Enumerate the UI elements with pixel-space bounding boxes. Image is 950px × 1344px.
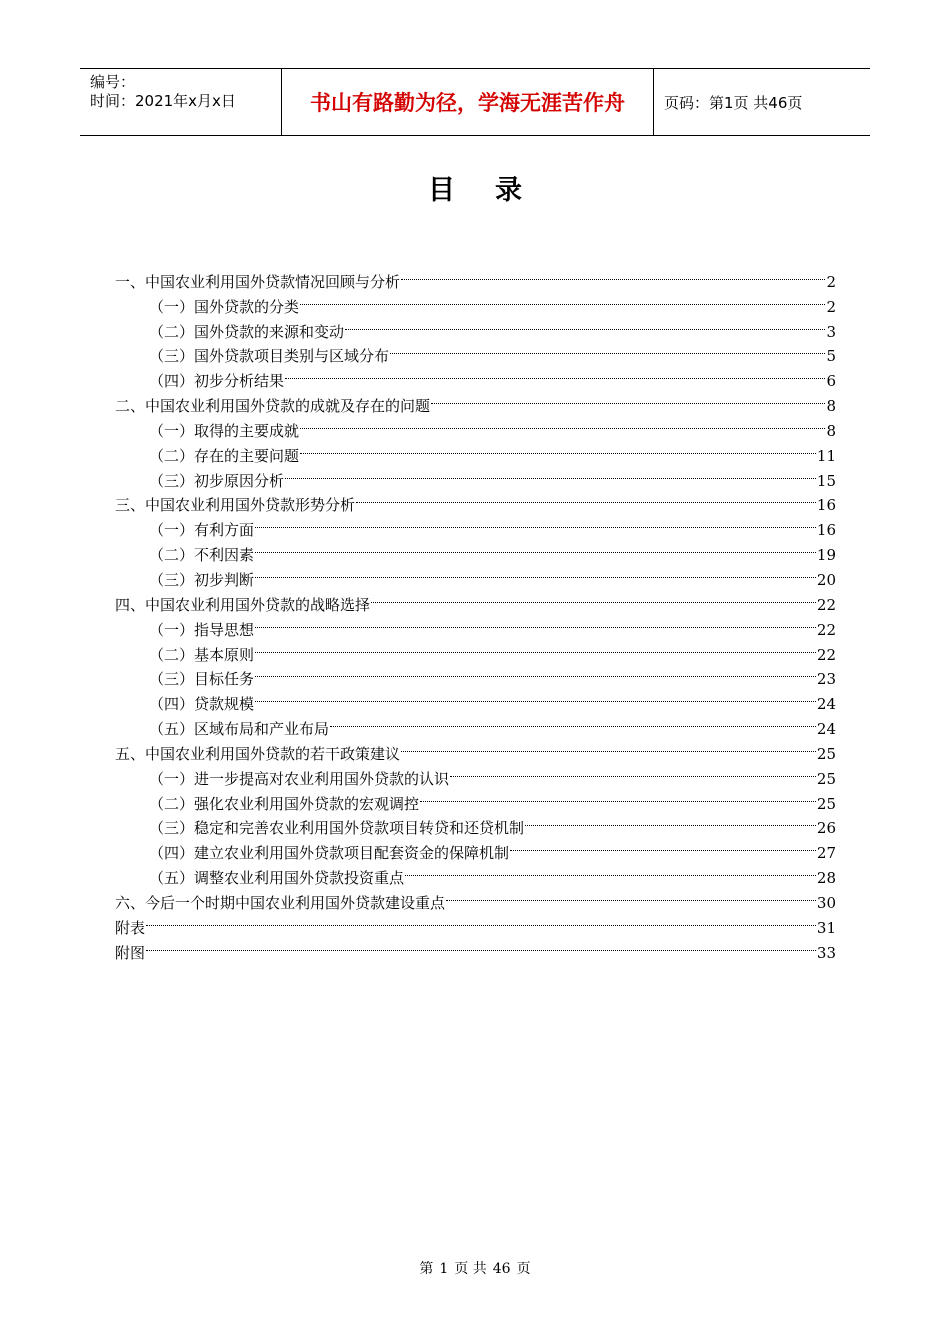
toc-dot-leader xyxy=(146,933,816,958)
toc-entry-label: （三）初步判断 xyxy=(149,570,255,589)
toc-entry-page: 22 xyxy=(816,595,836,614)
toc-entry-label: （三）稳定和完善农业利用国外贷款项目转贷和还贷机制 xyxy=(149,819,525,838)
toc-entry-label: （一）国外贷款的分类 xyxy=(149,297,300,316)
toc-dot-leader xyxy=(401,734,816,759)
toc-entry-label: 六、今后一个时期中国农业利用国外贷款建设重点 xyxy=(115,893,446,912)
toc-dot-leader xyxy=(300,287,825,312)
number-label: 编号： xyxy=(90,73,136,91)
toc-dot-leader xyxy=(525,809,816,834)
toc-entry-label: 四、中国农业利用国外贷款的战略选择 xyxy=(115,595,371,614)
header-motto: 书山有路勤为径，学海无涯苦作舟 xyxy=(281,69,654,135)
toc-entry-label: 一、中国农业利用国外贷款情况回顾与分析 xyxy=(115,272,401,291)
toc-entry-page: 5 xyxy=(826,347,836,366)
toc-entry-page: 8 xyxy=(826,421,836,440)
toc-entry-label: （二）基本原则 xyxy=(149,645,255,664)
toc-entry-label: （四）建立农业利用国外贷款项目配套资金的保障机制 xyxy=(149,844,510,863)
footer-page-number: 1 xyxy=(439,1261,449,1277)
toc-dot-leader xyxy=(255,660,816,685)
toc-entry-page: 19 xyxy=(816,546,836,565)
toc-entry-page: 16 xyxy=(816,496,836,515)
toc-entry-page: 23 xyxy=(816,670,836,689)
toc-dot-leader xyxy=(255,560,816,585)
toc-entry-label: （二）存在的主要问题 xyxy=(149,446,300,465)
footer-prefix: 第 xyxy=(419,1261,434,1277)
toc-entry-label: （二）强化农业利用国外贷款的宏观调控 xyxy=(149,794,420,813)
toc-dot-leader xyxy=(420,784,816,809)
toc-dot-leader xyxy=(371,585,816,610)
toc-dot-leader xyxy=(285,461,816,486)
toc-dot-leader xyxy=(405,858,816,883)
toc-entry[interactable] xyxy=(115,908,836,937)
page-footer xyxy=(0,1258,950,1278)
toc-entry-page: 24 xyxy=(816,695,836,714)
toc-entry-label: （一）指导思想 xyxy=(149,620,255,639)
page-title: 目录 xyxy=(428,175,562,206)
toc-dot-leader xyxy=(390,337,825,362)
toc-dot-leader xyxy=(255,510,816,535)
toc-entry-label: （二）国外贷款的来源和变动 xyxy=(149,322,345,341)
toc-entry-label: （四）初步分析结果 xyxy=(149,372,285,391)
toc-dot-leader xyxy=(255,684,816,709)
toc-entry-label: 附图 xyxy=(115,943,146,962)
toc-entry-label: （三）初步原因分析 xyxy=(149,471,285,490)
toc-entry-page: 15 xyxy=(816,471,836,490)
header-page-info: 页码：第1页 共46页 xyxy=(664,93,803,112)
toc-entry-label: （一）取得的主要成就 xyxy=(149,421,300,440)
toc-dot-leader xyxy=(255,535,816,560)
toc-entry-page: 22 xyxy=(816,645,836,664)
toc-entry-page: 26 xyxy=(816,819,836,838)
document-header xyxy=(80,68,870,136)
toc-dot-leader xyxy=(300,436,816,461)
toc-entry-label: 二、中国农业利用国外贷款的成就及存在的问题 xyxy=(115,397,431,416)
toc-entry-page: 8 xyxy=(826,397,836,416)
toc-entry-page: 33 xyxy=(816,943,836,962)
toc-dot-leader xyxy=(255,635,816,660)
toc-entry-page: 24 xyxy=(816,720,836,739)
toc-entry[interactable] xyxy=(115,933,836,962)
toc-dot-leader xyxy=(446,883,816,908)
toc-entry-page: 31 xyxy=(816,918,836,937)
toc-dot-leader xyxy=(510,833,816,858)
toc-entry-page: 27 xyxy=(816,844,836,863)
toc-entry-label: 五、中国农业利用国外贷款的若干政策建议 xyxy=(115,744,401,763)
toc-dot-leader xyxy=(431,386,825,411)
toc-dot-leader xyxy=(356,486,816,511)
toc-entry-label: 附表 xyxy=(115,918,146,937)
toc-entry-label: （三）目标任务 xyxy=(149,670,255,689)
toc-dot-leader xyxy=(300,411,825,436)
toc-dot-leader xyxy=(450,759,816,784)
toc-entry-page: 6 xyxy=(826,372,836,391)
toc-entry-page: 25 xyxy=(816,794,836,813)
toc-entry-page: 3 xyxy=(826,322,836,341)
toc-entry-page: 25 xyxy=(816,744,836,763)
toc-entry-label: 三、中国农业利用国外贷款形势分析 xyxy=(115,496,356,515)
table-of-contents xyxy=(115,262,836,962)
toc-dot-leader xyxy=(146,908,816,933)
toc-entry-label: （一）有利方面 xyxy=(149,521,255,540)
toc-entry-label: （四）贷款规模 xyxy=(149,695,255,714)
toc-dot-leader xyxy=(330,709,816,734)
header-meta xyxy=(80,69,281,135)
toc-entry-page: 22 xyxy=(816,620,836,639)
footer-suffix: 页 xyxy=(516,1261,531,1277)
toc-entry-label: （二）不利因素 xyxy=(149,546,255,565)
footer-total-pages: 46 xyxy=(492,1261,511,1277)
toc-entry-page: 25 xyxy=(816,769,836,788)
toc-entry-label: （一）进一步提高对农业利用国外贷款的认识 xyxy=(149,769,450,788)
toc-entry-label: （五）区域布局和产业布局 xyxy=(149,720,330,739)
toc-entry-page: 11 xyxy=(816,446,836,465)
toc-entry-page: 2 xyxy=(826,297,836,316)
toc-entry-page: 2 xyxy=(826,272,836,291)
toc-dot-leader xyxy=(255,610,816,635)
toc-entry-page: 28 xyxy=(816,869,836,888)
toc-entry-label: （五）调整农业利用国外贷款投资重点 xyxy=(149,869,405,888)
toc-dot-leader xyxy=(345,312,825,337)
toc-entry-page: 30 xyxy=(816,893,836,912)
toc-entry-page: 16 xyxy=(816,521,836,540)
time-label: 时间：2021年x月x日 xyxy=(90,92,236,110)
toc-dot-leader xyxy=(401,262,825,287)
toc-dot-leader xyxy=(285,361,825,386)
toc-entry[interactable] xyxy=(115,262,836,291)
footer-middle: 页 共 xyxy=(454,1261,487,1277)
toc-entry-page: 20 xyxy=(816,570,836,589)
toc-entry-label: （三）国外贷款项目类别与区域分布 xyxy=(149,347,390,366)
